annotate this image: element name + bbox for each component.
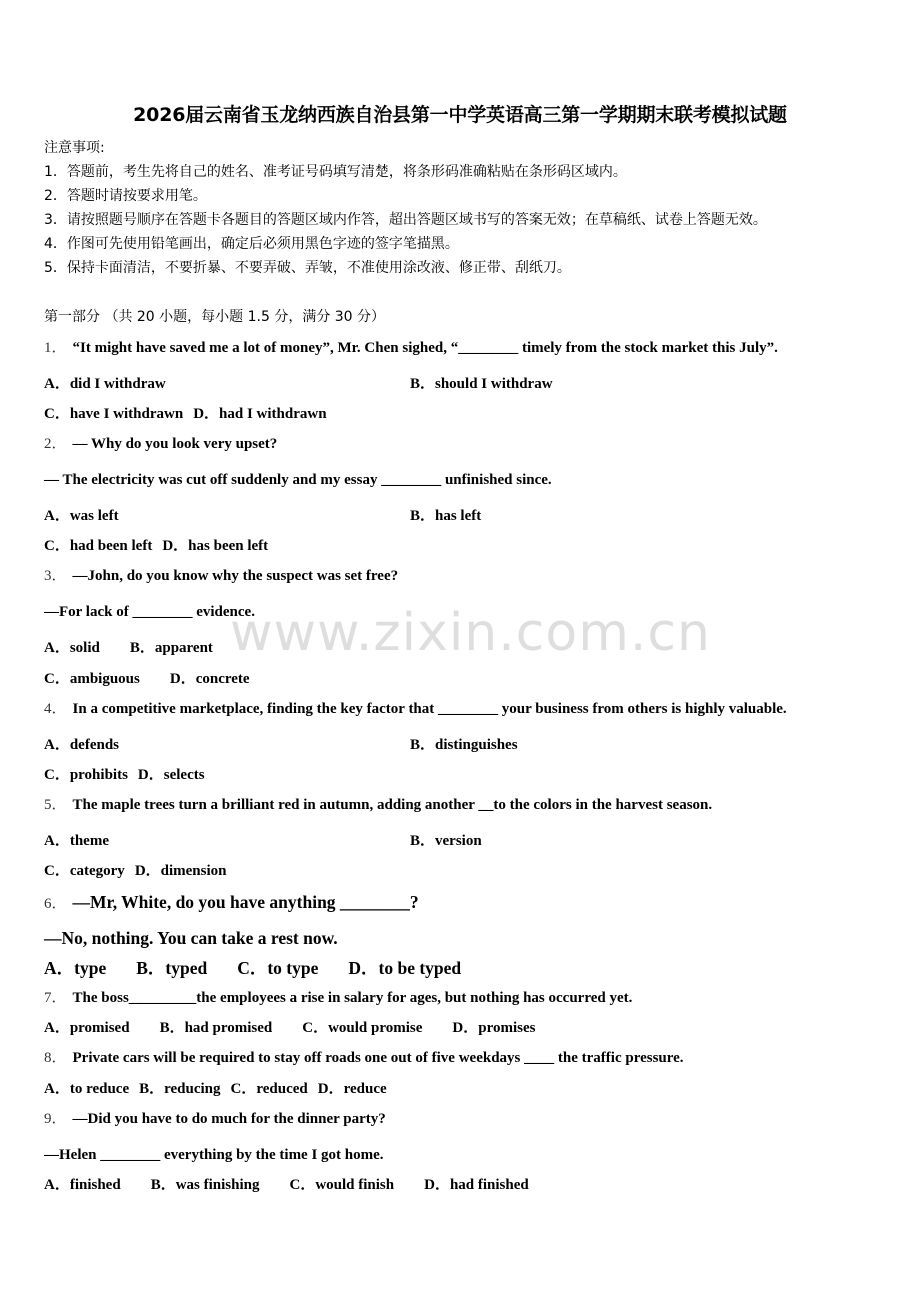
question-8-stem (44, 1049, 684, 1067)
watermark: www.zixin.com.cn (230, 603, 711, 663)
notice-item-5: 5．保持卡面清洁，不要折暴、不要弄破、弄皱，不准使用涂改液、修正带、刮纸刀。 (44, 260, 571, 276)
question-5-stem (44, 796, 712, 814)
question-text: The boss_________the employees a rise in salary for ages, but nothing has occurred yet. (72, 990, 633, 1006)
question-text: The maple trees turn a brilliant red in autumn, adding another __to the colors in the harvest season. (72, 797, 713, 813)
question-4-stem (44, 700, 787, 718)
option-b[interactable]: B．typed (136, 958, 208, 978)
question-9-stem-2: —Helen ________ everything by the time I got home. (44, 1147, 384, 1163)
question-7-options (44, 1019, 535, 1037)
question-text: Private cars will be required to stay off roads one out of five weekdays ____ the traffic pressure. (72, 1050, 684, 1066)
question-2-stem (44, 435, 277, 453)
option-a[interactable]: A．was left (44, 508, 119, 524)
option-d[interactable]: D．selects (137, 767, 205, 783)
question-6-stem (44, 891, 419, 915)
question-7-stem (44, 989, 632, 1007)
option-a[interactable]: A．solid (44, 640, 100, 656)
option-c[interactable]: C．prohibits (44, 767, 128, 783)
question-1-options-row-1 (44, 375, 864, 393)
question-3-stem (44, 567, 398, 585)
option-a[interactable]: A．theme (44, 833, 109, 849)
question-text: “It might have saved me a lot of money”, Mr. Chen sighed, “________ timely from the stock market this July”. (72, 340, 778, 356)
question-1-options-row-2 (44, 405, 327, 423)
question-2-options-row-1 (44, 507, 864, 525)
question-2-options-row-2 (44, 537, 268, 555)
question-number: 1． (44, 340, 67, 356)
option-c[interactable]: C．have I withdrawn (44, 406, 184, 422)
question-number: 7． (44, 990, 67, 1006)
option-b[interactable]: B．had promised (159, 1020, 273, 1036)
notice-item-1: 1．答题前，考生先将自己的姓名、准考证号码填写清楚，将条形码准确粘贴在条形码区域内。 (44, 164, 627, 180)
question-number: 2． (44, 436, 67, 452)
option-d[interactable]: D．reduce (317, 1081, 387, 1097)
option-c[interactable]: C．would finish (289, 1177, 395, 1193)
option-c[interactable]: C．to type (237, 958, 319, 978)
question-text: In a competitive marketplace, finding the key factor that ________ your business from others is highly valuable. (72, 701, 787, 717)
option-b[interactable]: B．reducing (139, 1081, 221, 1097)
option-a[interactable]: A．did I withdraw (44, 376, 166, 392)
question-number: 6． (44, 896, 67, 912)
page-title: 2026届云南省玉龙纳西族自治县第一中学英语高三第一学期期末联考模拟试题 (133, 104, 787, 126)
option-d[interactable]: D．concrete (169, 671, 250, 687)
question-text: —John, do you know why the suspect was set free? (72, 568, 399, 584)
notice-heading: 注意事项: (44, 140, 105, 156)
option-b[interactable]: B．apparent (129, 640, 213, 656)
question-1-stem (44, 339, 778, 357)
option-d[interactable]: D．has been left (162, 538, 269, 554)
option-c[interactable]: C．reduced (230, 1081, 308, 1097)
question-6-options (44, 957, 461, 979)
question-5-options-row-2 (44, 862, 227, 880)
option-d[interactable]: D．promises (452, 1020, 536, 1036)
question-6-stem-2: —No, nothing. You can take a rest now. (44, 928, 338, 948)
question-number: 3． (44, 568, 67, 584)
option-a[interactable]: A．to reduce (44, 1081, 130, 1097)
option-d[interactable]: D．had I withdrawn (193, 406, 327, 422)
question-3-options-row-2 (44, 670, 250, 688)
option-b[interactable]: B．should I withdraw (410, 376, 553, 392)
section-heading: 第一部分 （共 20 小题，每小题 1.5 分，满分 30 分） (44, 309, 386, 325)
option-b[interactable]: B．version (410, 833, 482, 849)
option-b[interactable]: B．has left (410, 508, 482, 524)
question-9-options (44, 1176, 529, 1194)
question-number: 5． (44, 797, 67, 813)
question-8-options (44, 1080, 387, 1098)
option-a[interactable]: A．finished (44, 1177, 121, 1193)
option-c[interactable]: C．had been left (44, 538, 153, 554)
question-number: 8． (44, 1050, 67, 1066)
notice-item-4: 4．作图可先使用铅笔画出，确定后必须用黑色字迹的签字笔描黑。 (44, 236, 459, 252)
option-a[interactable]: A．type (44, 958, 107, 978)
option-c[interactable]: C．category (44, 863, 125, 879)
option-a[interactable]: A．promised (44, 1020, 130, 1036)
notice-item-2: 2．答题时请按要求用笔。 (44, 188, 207, 204)
question-text: — Why do you look very upset? (72, 436, 278, 452)
question-2-stem-2: — The electricity was cut off suddenly and my essay ________ unfinished since. (44, 472, 552, 488)
option-d[interactable]: D．dimension (134, 863, 227, 879)
notice-item-3: 3．请按照题号顺序在答题卡各题目的答题区域内作答，超出答题区域书写的答案无效；在草稿纸、试卷上答题无效。 (44, 212, 767, 228)
question-4-options-row-1 (44, 736, 864, 754)
option-d[interactable]: D．had finished (424, 1177, 529, 1193)
question-3-stem-2: —For lack of ________ evidence. (44, 604, 255, 620)
option-b[interactable]: B．distinguishes (410, 737, 518, 753)
option-c[interactable]: C．ambiguous (44, 671, 140, 687)
question-text: —Mr, White, do you have anything ________? (72, 892, 419, 912)
question-3-options-row-1 (44, 639, 213, 657)
option-c[interactable]: C．would promise (302, 1020, 423, 1036)
option-b[interactable]: B．was finishing (150, 1177, 260, 1193)
option-d[interactable]: D．to be typed (348, 958, 462, 978)
question-text: —Did you have to do much for the dinner party? (72, 1111, 386, 1127)
question-5-options-row-1 (44, 832, 864, 850)
option-a[interactable]: A．defends (44, 737, 120, 753)
question-4-options-row-2 (44, 766, 205, 784)
question-number: 4． (44, 701, 67, 717)
question-9-stem (44, 1110, 386, 1128)
question-number: 9． (44, 1111, 67, 1127)
